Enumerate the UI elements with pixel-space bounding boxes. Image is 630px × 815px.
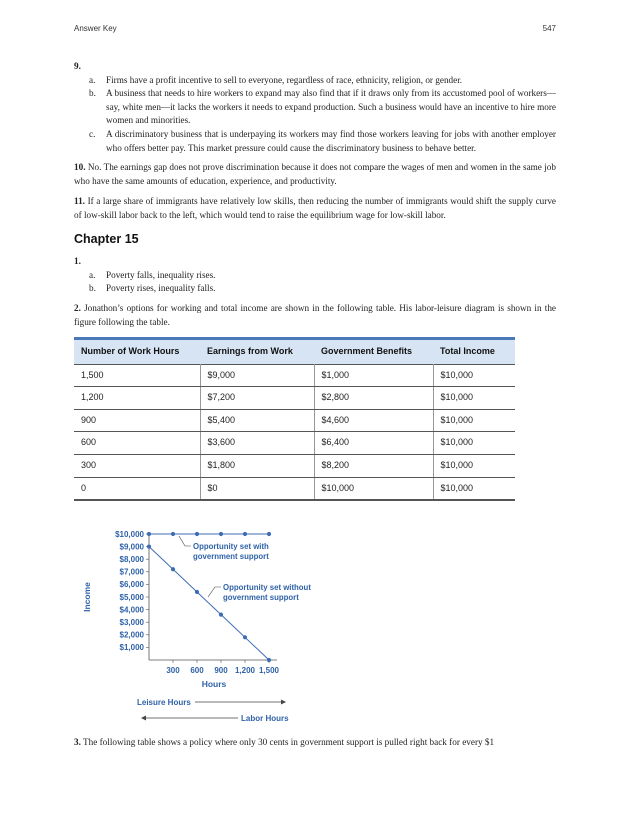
data-point xyxy=(267,658,271,662)
item-text: Poverty falls, inequality rises. xyxy=(106,269,216,280)
chart-svg xyxy=(74,522,324,722)
table-cell: 1,200 xyxy=(74,387,200,410)
y-tick-label: $5,000 xyxy=(119,592,144,602)
answer-text: If a large share of immigrants have relatively low skills, then reducing the number of immigrants would shift the supply curve of low-skill labor back to the left, which would tend to raise the equilibrium wage for low-skill labor. xyxy=(74,196,557,220)
answer-text: No. The earnings gap does not prove discrimination because it does not compare the wages of men and women in the same job who have the same amounts of education, experience, and productivity. xyxy=(74,162,556,186)
labor-arrow-head xyxy=(141,716,146,721)
table-row xyxy=(74,364,515,387)
table-cell: $8,200 xyxy=(314,455,433,478)
y-axis-label: Income xyxy=(82,582,92,612)
question-number: 11. xyxy=(74,196,85,207)
list-item xyxy=(89,87,556,128)
question-number: 9. xyxy=(74,61,81,71)
data-point xyxy=(171,532,175,536)
labor-hours-label: Labor Hours xyxy=(241,714,289,722)
table-row xyxy=(74,432,515,455)
table-row xyxy=(74,477,515,500)
column-header-earnings: Earnings from Work xyxy=(200,339,314,365)
table-cell: 0 xyxy=(74,477,200,500)
y-tick-label: $3,000 xyxy=(119,618,144,627)
annotation-label: government support xyxy=(223,593,299,602)
item-text: Poverty rises, inequality falls. xyxy=(106,283,216,294)
table-cell: $10,000 xyxy=(433,387,515,410)
table-cell: $10,000 xyxy=(433,455,515,478)
answer-list xyxy=(74,269,556,296)
table-cell: $6,400 xyxy=(314,432,433,455)
table-cell: $2,800 xyxy=(314,387,433,410)
column-header-work-hours: Number of Work Hours xyxy=(74,339,200,365)
table-cell: $0 xyxy=(200,477,314,500)
table-cell: $10,000 xyxy=(433,432,515,455)
table-cell: $9,000 xyxy=(200,364,314,387)
table-cell: $10,000 xyxy=(314,477,433,500)
x-tick-label: 1,200 xyxy=(234,666,256,675)
data-point xyxy=(219,613,223,617)
answer-list xyxy=(74,74,556,156)
table-header-row xyxy=(74,339,515,365)
question-number: 2. xyxy=(74,302,81,313)
list-item xyxy=(89,269,556,283)
chapter-question-3 xyxy=(74,736,556,750)
question-11 xyxy=(74,195,556,222)
leisure-arrow-head xyxy=(281,700,286,705)
answer-text: The following table shows a policy where only 30 cents in government support is pulled right back for every $1 xyxy=(83,737,495,747)
table-cell: $1,800 xyxy=(200,455,314,478)
column-header-total-income: Total Income xyxy=(433,339,515,365)
annotation-leader xyxy=(208,587,221,597)
table-cell: $10,000 xyxy=(433,477,515,500)
answer-text: Jonathon’s options for working and total income are shown in the following table. His labor-leisure diagram is shown in the figure following the table. xyxy=(74,302,556,327)
series-line-1 xyxy=(149,547,269,660)
y-tick-label: $4,000 xyxy=(119,605,144,615)
table-cell: $5,400 xyxy=(200,409,314,432)
y-tick-label: $6,000 xyxy=(119,580,144,590)
data-point xyxy=(195,532,199,536)
item-label: b. xyxy=(89,88,96,99)
running-header-title: Answer Key xyxy=(74,24,117,33)
table-cell: $10,000 xyxy=(433,409,515,432)
table-row xyxy=(74,455,515,478)
y-tick-label: $7,000 xyxy=(119,567,144,577)
chapter-heading: Chapter 15 xyxy=(74,231,139,246)
data-point xyxy=(147,532,151,536)
y-tick-label: $1,000 xyxy=(119,643,144,653)
item-label: a. xyxy=(89,74,96,85)
question-number: 10. xyxy=(74,162,86,173)
answer-body xyxy=(74,60,556,511)
table-cell: $10,000 xyxy=(433,364,515,387)
x-axis-label: Hours xyxy=(201,679,227,689)
income-table xyxy=(74,337,515,501)
table-row xyxy=(74,387,515,410)
list-item xyxy=(89,282,556,296)
x-tick-label: 1,500 xyxy=(258,666,280,675)
item-text: A discriminatory business that is underpaying its workers may find those workers leaving for jobs with another employer who offers better pay. This market pressure could cause the discriminatory business to behave better. xyxy=(106,128,556,153)
table-cell: 900 xyxy=(74,409,200,432)
table-row xyxy=(74,409,515,432)
table-cell: 300 xyxy=(74,455,200,478)
item-text: Firms have a profit incentive to sell to everyone, regardless of race, ethnicity, religion, or gender. xyxy=(106,74,463,85)
x-tick-label: 900 xyxy=(214,666,228,675)
labor-leisure-chart xyxy=(74,522,324,722)
y-tick-label: $8,000 xyxy=(119,555,144,564)
question-9 xyxy=(74,60,556,155)
y-tick-label: $10,000 xyxy=(115,529,144,539)
chapter-question-1 xyxy=(74,255,556,296)
annotation-leader xyxy=(179,536,191,546)
page-number: 547 xyxy=(542,24,556,33)
leisure-hours-label: Leisure Hours xyxy=(137,698,191,707)
data-point xyxy=(243,635,247,639)
data-point xyxy=(147,545,151,549)
data-point xyxy=(195,590,199,594)
question-10 xyxy=(74,161,556,188)
table-cell: 600 xyxy=(74,432,200,455)
data-point xyxy=(243,532,247,536)
table-cell: 1,500 xyxy=(74,364,200,387)
column-header-benefits: Government Benefits xyxy=(314,339,433,365)
annotation-label: Opportunity set with xyxy=(193,542,269,551)
list-item xyxy=(89,74,556,88)
item-text: A business that needs to hire workers to expand may also find that if it draws only from its accustomed pool of workers—say, white men—it lacks the workers it needs to expand production. Such a business would have an incentive to hire more women and minorities. xyxy=(106,88,556,126)
y-tick-label: $9,000 xyxy=(119,542,144,552)
annotation-label: Opportunity set without xyxy=(223,583,311,592)
table-cell: $4,600 xyxy=(314,409,433,432)
table-cell: $3,600 xyxy=(200,432,314,455)
x-tick-label: 300 xyxy=(166,666,180,675)
item-label: a. xyxy=(89,269,96,280)
table-cell: $7,200 xyxy=(200,387,314,410)
item-label: c. xyxy=(89,128,96,139)
table-cell: $1,000 xyxy=(314,364,433,387)
y-tick-label: $2,000 xyxy=(119,630,144,640)
question-number: 3. xyxy=(74,737,81,747)
chapter-question-2 xyxy=(74,302,556,329)
data-point xyxy=(171,567,175,571)
annotation-label: government support xyxy=(193,552,269,561)
x-tick-label: 600 xyxy=(190,666,204,675)
item-label: b. xyxy=(89,283,96,294)
list-item xyxy=(89,128,556,155)
data-point xyxy=(219,532,223,536)
data-point xyxy=(267,532,271,536)
question-number: 1. xyxy=(74,256,81,267)
